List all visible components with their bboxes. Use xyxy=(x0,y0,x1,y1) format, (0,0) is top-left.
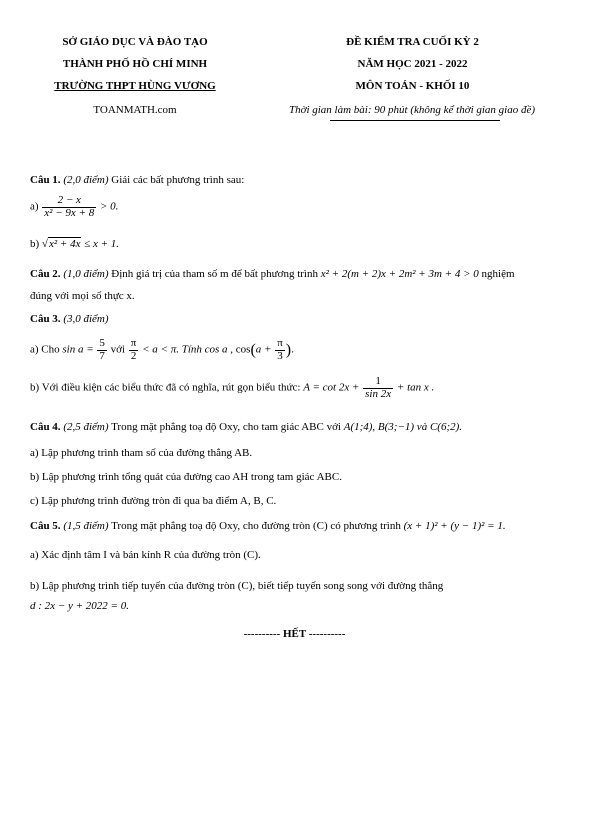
q2-line2: đúng với mọi số thực x. xyxy=(30,290,135,302)
q4-heading: Câu 4. (2,5 điểm) Trong mặt phẳng toạ độ Oxy, cho tam giác ABC với A(1;4), B(3;−1) và C(6;2). xyxy=(30,421,463,433)
site-name: TOANMATH.com xyxy=(93,104,177,116)
q5-part-a: a) Xác định tâm I và bán kính R của đường tròn (C). xyxy=(30,549,261,561)
school-year: NĂM HỌC 2021 - 2022 xyxy=(357,58,468,70)
exam-title: ĐỀ KIỂM TRA CUỐI KỲ 2 xyxy=(346,36,479,48)
q3-part-b: b) Với điều kiện các biểu thức đã có nghĩa, rút gọn biểu thức: A = cot 2x + $\frac{1}{\sin 2x}$ + tan x . xyxy=(30,375,435,400)
time-limit: Thời gian làm bài: 90 phút (không kể thời gian giao đề) xyxy=(288,104,536,116)
dept-name: SỞ GIÁO DỤC VÀ ĐÀO TẠO xyxy=(62,36,208,48)
q4-part-b: b) Lập phương trình tổng quát của đường cao AH trong tam giác ABC. xyxy=(30,471,342,483)
q5-heading: Câu 5. (1,5 điểm) Trong mặt phẳng toạ độ Oxy, cho đường tròn (C) có phương trình (x + 1)² + (y − 1)² = 1. xyxy=(30,520,506,532)
q1-part-b: b) √x² + 4x ≤ x + 1. xyxy=(30,238,120,250)
city-name: THÀNH PHỐ HỒ CHÍ MINH xyxy=(62,58,208,70)
q3-heading: Câu 3. (3,0 điểm) xyxy=(30,313,109,325)
q5-part-b-line2: d : 2x − y + 2022 = 0. xyxy=(30,600,129,612)
end-mark: ---------- HẾT ---------- xyxy=(243,628,346,640)
q1-heading: Câu 1. (2,0 điểm) Giải các bất phương trình sau: xyxy=(30,174,245,186)
q4-part-a: a) Lập phương trình tham số của đường thẳng AB. xyxy=(30,447,253,459)
subject: MÔN TOÁN - KHỐI 10 xyxy=(355,80,470,92)
q1-part-a: a) $\frac{2 - x}{\text{x² − 9x + 8}}$ > 0. xyxy=(30,194,119,219)
q2-heading: Câu 2. (1,0 điểm) Định giá trị của tham số m để bất phương trình x² + 2(m + 2)x + 2m² + 3m + 4 > 0 nghiệm xyxy=(30,268,515,280)
q4-part-c: c) Lập phương trình đường tròn đi qua ba điểm A, B, C. xyxy=(30,495,277,507)
school-name: TRƯỜNG THPT HÙNG VƯƠNG xyxy=(54,80,216,92)
q3-part-a: a) Cho sin a = $\frac{5}{7}$ với $\frac{\pi}{2}$ < a < π. Tính cos a , cos(a + $\frac{\pi}{3}$ ). xyxy=(30,337,294,362)
q5-part-b-line1: b) Lập phương trình tiếp tuyến của đường tròn (C), biết tiếp tuyến song song với đường thẳng xyxy=(30,580,444,592)
header-rule xyxy=(330,120,500,121)
